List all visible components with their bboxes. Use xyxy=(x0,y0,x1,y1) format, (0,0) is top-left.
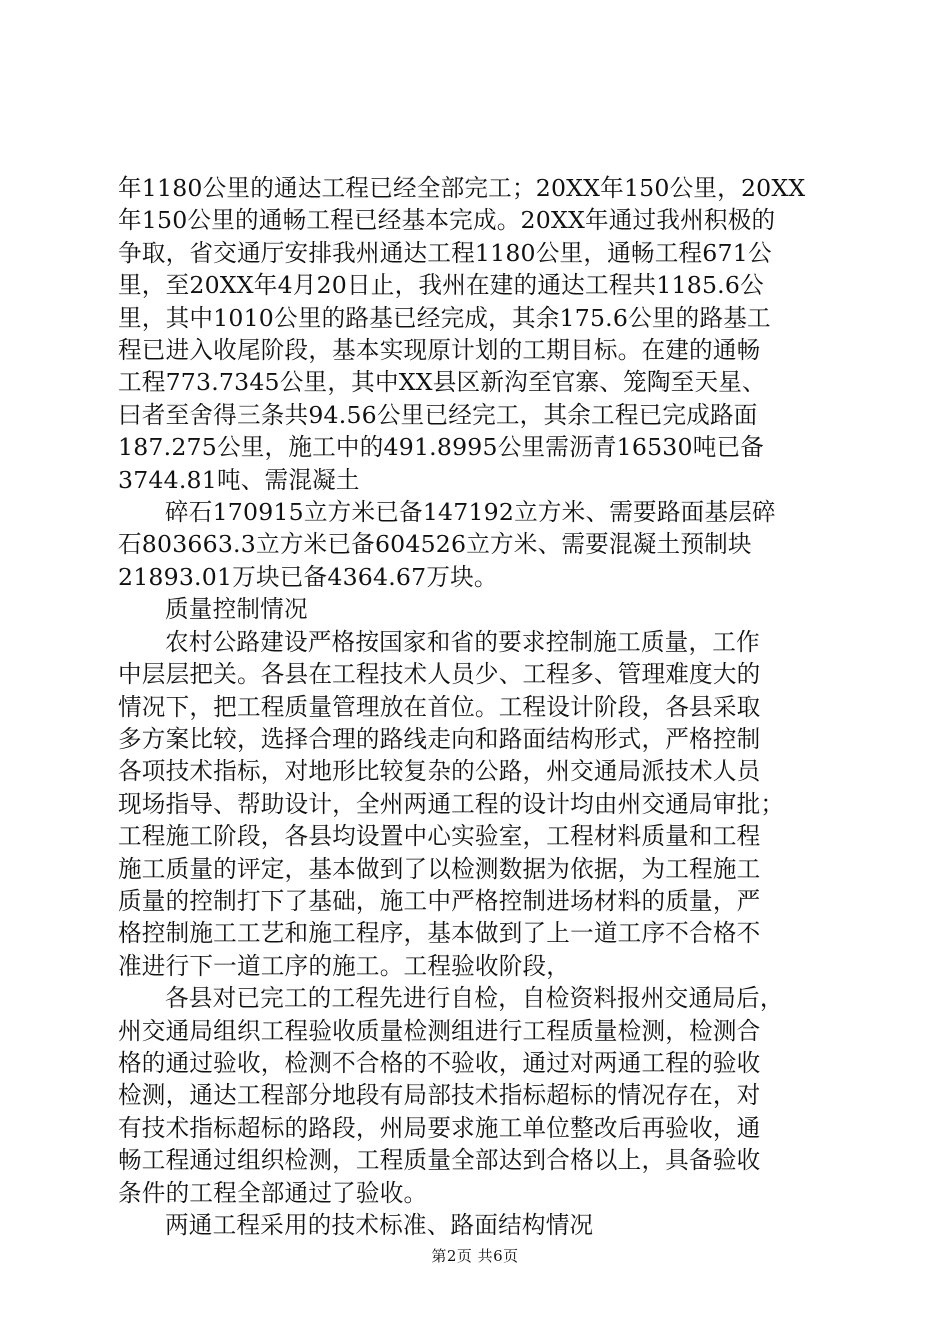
text-line: 程已进入收尾阶段，基本实现原计划的工期目标。在建的通畅 xyxy=(118,336,761,365)
text-line: 检测，通达工程部分地段有局部技术指标超标的情况存在，对 xyxy=(118,1081,761,1110)
text-line: 碎石170915立方米已备147192立方米、需要路面基层碎 xyxy=(165,498,776,527)
text-line: 质量的控制打下了基础，施工中严格控制进场材料的质量，严 xyxy=(118,886,761,915)
text-line: 里，其中1010公里的路基已经完成，其余175.6公里的路基工 xyxy=(118,303,771,332)
text-line: 工程施工阶段，各县均设置中心实验室，工程材料质量和工程 xyxy=(118,822,761,851)
paragraph-progress xyxy=(118,172,838,496)
heading-text: 两通工程采用的技术标准、路面结构情况 xyxy=(165,1211,594,1239)
text-line: 有技术指标超标的路段，州局要求施工单位整改后再验收，通 xyxy=(118,1113,761,1142)
text-line: 187.275公里，施工中的491.8995公里需沥青16530吨已备 xyxy=(118,433,765,462)
text-line: 中层层把关。各县在工程技术人员少、工程多、管理难度大的 xyxy=(118,660,761,689)
page-number-footer: 第2页 共6页 xyxy=(431,1247,519,1265)
text-line: 各项技术指标，对地形比较复杂的公路，州交通局派技术人员 xyxy=(118,757,761,786)
text-line: 情况下，把工程质量管理放在首位。工程设计阶段，各县采取 xyxy=(118,692,761,721)
text-line: 各县对已完工的工程先进行自检，自检资料报州交通局后， xyxy=(165,984,784,1013)
text-line: 石803663.3立方米已备604526立方米、需要混凝土预制块 xyxy=(118,530,752,559)
text-line: 畅工程通过组织检测，工程质量全部达到合格以上，具备验收 xyxy=(118,1146,761,1175)
text-line: 农村公路建设严格按国家和省的要求控制施工质量，工作 xyxy=(165,627,760,656)
document-body xyxy=(118,172,838,1241)
text-line: 年150公里的通畅工程已经基本完成。20XX年通过我州积极的 xyxy=(118,206,776,235)
section-heading-quality-control xyxy=(118,593,838,625)
heading-text: 质量控制情况 xyxy=(165,595,308,624)
text-line: 条件的工程全部通过了验收。 xyxy=(118,1178,428,1207)
text-line: 多方案比较，选择合理的路线走向和路面结构形式，严格控制 xyxy=(118,724,761,753)
text-line: 准进行下一道工序的施工。工程验收阶段， xyxy=(118,951,571,980)
section-heading-technical-standards xyxy=(118,1209,838,1241)
text-line: 格控制施工工艺和施工程序，基本做到了上一道工序不合格不 xyxy=(118,919,761,948)
text-line: 工程773.7345公里，其中XX县区新沟至官寨、笼陶至天星、 xyxy=(118,368,766,397)
text-line: 格的通过验收，检测不合格的不验收，通过对两通工程的验收 xyxy=(118,1048,761,1077)
paragraph-acceptance xyxy=(118,982,838,1209)
text-line: 21893.01万块已备4364.67万块。 xyxy=(118,562,498,591)
text-line: 年1180公里的通达工程已经全部完工；20XX年150公里，20XX xyxy=(118,174,806,202)
text-line: 曰者至舍得三条共94.56公里已经完工，其余工程已完成路面 xyxy=(118,400,758,429)
text-line: 争取，省交通厅安排我州通达工程1180公里，通畅工程671公 xyxy=(118,238,772,267)
text-line: 州交通局组织工程验收质量检测组进行工程质量检测，检测合 xyxy=(118,1016,761,1045)
paragraph-quality-control xyxy=(118,626,838,982)
text-line: 施工质量的评定，基本做到了以检测数据为依据，为工程施工 xyxy=(118,854,761,883)
text-line: 3744.81吨、需混凝土 xyxy=(118,465,360,494)
text-line: 里，至20XX年4月20日止，我州在建的通达工程共1185.6公 xyxy=(118,271,764,300)
text-line: 现场指导、帮助设计，全州两通工程的设计均由州交通局审批； xyxy=(118,789,785,818)
paragraph-materials xyxy=(118,496,838,593)
